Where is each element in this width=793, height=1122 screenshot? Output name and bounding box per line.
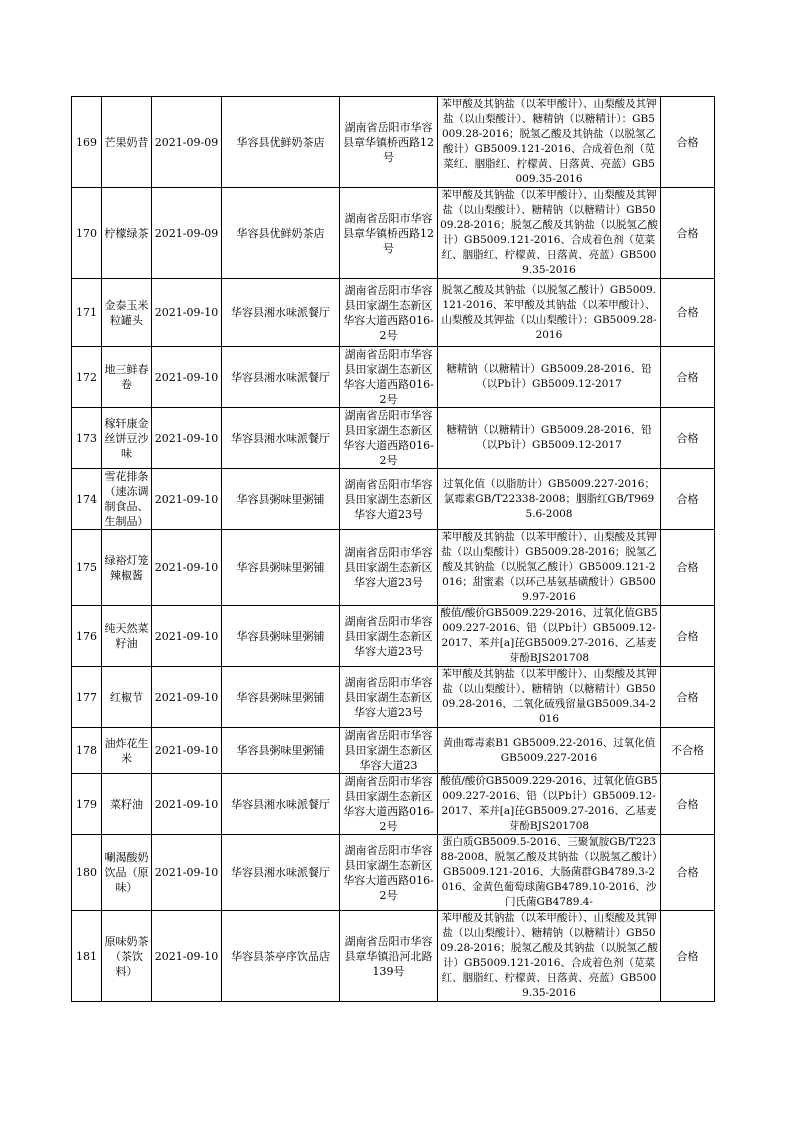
sample-name-cell: 雪花排条（速冻调制食品、生制品） [102,469,152,530]
shop-name-cell: 华容县粥味里粥铺 [222,530,340,606]
result-cell: 合格 [661,279,715,347]
shop-name-cell: 华容县粥味里粥铺 [222,667,340,728]
sample-name-cell: 金泰玉米粒罐头 [102,279,152,347]
row-number-cell: 179 [72,774,102,835]
row-number-cell: 174 [72,469,102,530]
sampling-date-cell: 2021-09-10 [152,469,222,530]
sample-name-cell: 红椒节 [102,667,152,728]
table-row [72,667,715,728]
sample-name-cell: 油炸花生米 [102,728,152,774]
test-items-cell: 糖精钠（以糖精计）GB5009.28-2016、铅（以Pb计）GB5009.12-2017 [438,347,661,408]
row-number-cell: 181 [72,911,102,1002]
result-cell: 合格 [661,97,715,188]
shop-name-cell: 华容县湘水味派餐厅 [222,835,340,911]
test-items-cell: 苯甲酸及其钠盐（以苯甲酸计）、山梨酸及其钾盐（以山梨酸计）、糖精钠（以糖精计）：GB5009.28-2016；脱氢乙酸及其钠盐（以脱氢乙酸计）GB5009.121-2016、合成着色剂（苋菜红、胭脂红、柠檬黄、日落黄、亮蓝）GB5009.35-2016 [438,97,661,188]
table-row [72,774,715,835]
sample-name-cell: 芒果奶昔 [102,97,152,188]
table-row [72,279,715,347]
test-items-cell: 酸值/酸价GB5009.229-2016、过氧化值GB5009.227-2016、铅（以Pb计）GB5009.12-2017、苯并[a]芘GB5009.27-2016、乙基麦芽酚BJS201708 [438,774,661,835]
sample-name-cell: 原味奶茶（茶饮料） [102,911,152,1002]
result-cell: 合格 [661,835,715,911]
shop-address-cell: 湖南省岳阳市华容县田家湖生态新区华容大道23号 [340,606,438,667]
shop-address-cell: 湖南省岳阳市华容县章华镇桥西路12号 [340,188,438,279]
shop-name-cell: 华容县湘水味派餐厅 [222,279,340,347]
result-cell: 合格 [661,408,715,469]
sampling-date-cell: 2021-09-10 [152,347,222,408]
sampling-date-cell: 2021-09-10 [152,408,222,469]
result-cell: 合格 [661,911,715,1002]
shop-name-cell: 华容县优鲜奶茶店 [222,188,340,279]
row-number-cell: 173 [72,408,102,469]
sampling-date-cell: 2021-09-10 [152,774,222,835]
result-cell: 合格 [661,347,715,408]
shop-name-cell: 华容县湘水味派餐厅 [222,347,340,408]
sampling-date-cell: 2021-09-10 [152,606,222,667]
table-row [72,530,715,606]
table-row [72,835,715,911]
shop-address-cell: 湖南省岳阳市华容县章华镇桥西路12号 [340,97,438,188]
result-cell: 不合格 [661,728,715,774]
shop-name-cell: 华容县优鲜奶茶店 [222,97,340,188]
table-row [72,728,715,774]
sample-name-cell: 稼轩康金丝饼豆沙味 [102,408,152,469]
sample-name-cell: 菜籽油 [102,774,152,835]
shop-name-cell: 华容县粥味里粥铺 [222,469,340,530]
shop-name-cell: 华容县湘水味派餐厅 [222,408,340,469]
row-number-cell: 176 [72,606,102,667]
sample-name-cell: 唰渴酸奶饮品（原味） [102,835,152,911]
shop-name-cell: 华容县茶亭序饮品店 [222,911,340,1002]
sample-name-cell: 柠檬绿茶 [102,188,152,279]
test-items-cell: 过氧化值（以脂肪计）GB5009.227-2016；氯霉素GB/T22338-2008；胭脂红GB/T9695.6-2008 [438,469,661,530]
row-number-cell: 178 [72,728,102,774]
test-items-cell: 黄曲霉毒素B1 GB5009.22-2016、过氧化值GB5009.227-2016 [438,728,661,774]
table-row [72,911,715,1002]
sampling-date-cell: 2021-09-10 [152,911,222,1002]
shop-address-cell: 湖南省岳阳市华容县田家湖生态新区华容大道23 [340,728,438,774]
sampling-date-cell: 2021-09-10 [152,279,222,347]
row-number-cell: 180 [72,835,102,911]
sampling-date-cell: 2021-09-10 [152,728,222,774]
shop-address-cell: 湖南省岳阳市华容县田家湖生态新区华容大道西路016-2号 [340,408,438,469]
sample-name-cell: 地三鲜春卷 [102,347,152,408]
shop-name-cell: 华容县粥味里粥铺 [222,728,340,774]
shop-address-cell: 湖南省岳阳市华容县章华镇沿河北路139号 [340,911,438,1002]
row-number-cell: 175 [72,530,102,606]
shop-name-cell: 华容县湘水味派餐厅 [222,774,340,835]
test-items-cell: 苯甲酸及其钠盐（以苯甲酸计）、山梨酸及其钾盐（以山梨酸计）GB5009.28-2016；脱氢乙酸及其钠盐（以脱氢乙酸计）GB5009.121-2016；甜蜜素（以环己基氨基磺酸计）GB5009.97-2016 [438,530,661,606]
table-row [72,469,715,530]
row-number-cell: 171 [72,279,102,347]
shop-address-cell: 湖南省岳阳市华容县田家湖生态新区华容大道西路016-2号 [340,835,438,911]
table-body [72,97,715,1002]
sampling-date-cell: 2021-09-09 [152,97,222,188]
result-cell: 合格 [661,469,715,530]
test-items-cell: 酸值/酸价GB5009.229-2016、过氧化值GB5009.227-2016、铅（以Pb计）GB5009.12-2017、苯并[a]芘GB5009.27-2016、乙基麦芽酚BJS201708 [438,606,661,667]
shop-address-cell: 湖南省岳阳市华容县田家湖生态新区华容大道西路016-2号 [340,774,438,835]
shop-name-cell: 华容县粥味里粥铺 [222,606,340,667]
sample-name-cell: 纯天然菜籽油 [102,606,152,667]
table-row [72,606,715,667]
row-number-cell: 177 [72,667,102,728]
row-number-cell: 170 [72,188,102,279]
table-row [72,347,715,408]
result-cell: 合格 [661,774,715,835]
result-cell: 合格 [661,606,715,667]
test-items-cell: 蛋白质GB5009.5-2016、三聚氰胺GB/T22388-2008、脱氢乙酸及其钠盐（以脱氢乙酸计）GB5009.121-2016、大肠菌群GB4789.3-2016、金黄色葡萄球菌GB4789.10-2016、沙门氏菌GB4789.4- [438,835,661,911]
result-cell: 合格 [661,667,715,728]
sampling-date-cell: 2021-09-10 [152,530,222,606]
shop-address-cell: 湖南省岳阳市华容县田家湖生态新区华容大道23号 [340,469,438,530]
shop-address-cell: 湖南省岳阳市华容县田家湖生态新区华容大道23号 [340,667,438,728]
row-number-cell: 169 [72,97,102,188]
shop-address-cell: 湖南省岳阳市华容县田家湖生态新区华容大道西路016-2号 [340,347,438,408]
sampling-date-cell: 2021-09-09 [152,188,222,279]
test-items-cell: 苯甲酸及其钠盐（以苯甲酸计）、山梨酸及其钾盐（以山梨酸计）、糖精钠（以糖精计）GB5009.28-2016、二氧化硫残留量GB5009.34-2016 [438,667,661,728]
shop-address-cell: 湖南省岳阳市华容县田家湖生态新区华容大道23号 [340,530,438,606]
sampling-date-cell: 2021-09-10 [152,835,222,911]
sample-name-cell: 绿裕灯笼辣椒酱 [102,530,152,606]
result-cell: 合格 [661,188,715,279]
test-items-cell: 脱氢乙酸及其钠盐（以脱氢乙酸计）GB5009.121-2016、苯甲酸及其钠盐（以苯甲酸计）、山梨酸及其钾盐（以山梨酸计）：GB5009.28-2016 [438,279,661,347]
shop-address-cell: 湖南省岳阳市华容县田家湖生态新区华容大道西路016-2号 [340,279,438,347]
table-row [72,97,715,188]
result-cell: 合格 [661,530,715,606]
test-items-cell: 苯甲酸及其钠盐（以苯甲酸计）、山梨酸及其钾盐（以山梨酸计）、糖精钠（以糖精计）GB5009.28-2016；脱氢乙酸及其钠盐（以脱氢乙酸计）GB5009.121-2016、合成着色剂（苋菜红、胭脂红、柠檬黄、日落黄、亮蓝）GB5009.35-2016 [438,188,661,279]
sampling-date-cell: 2021-09-10 [152,667,222,728]
inspection-results-table [71,96,715,1002]
row-number-cell: 172 [72,347,102,408]
table-row [72,408,715,469]
test-items-cell: 糖精钠（以糖精计）GB5009.28-2016、铅（以Pb计）GB5009.12-2017 [438,408,661,469]
table-row [72,188,715,279]
test-items-cell: 苯甲酸及其钠盐（以苯甲酸计）、山梨酸及其钾盐（以山梨酸计）、糖精钠（以糖精计）GB5009.28-2016；脱氢乙酸及其钠盐（以脱氢乙酸计）GB5009.121-2016、合成着色剂（苋菜红、胭脂红、柠檬黄、日落黄、亮蓝）GB5009.35-2016 [438,911,661,1002]
